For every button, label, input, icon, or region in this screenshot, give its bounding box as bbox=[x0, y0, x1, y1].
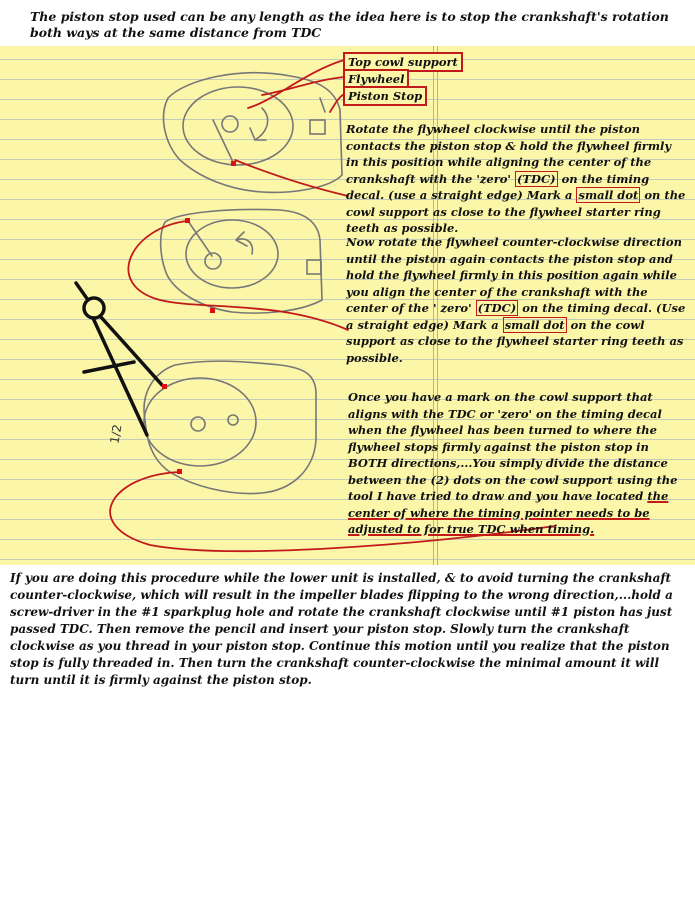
bottom-paragraph: If you are doing this procedure while the lower unit is installed, & to avoid turning the crankshaft counter-clockwise, which will result in the impeller blades flipping to the wrong direction,...hold a screw-driver in the #1 sparkplug hole and rotate the crankshaft clockwise until #1 piston has just passed TDC. Then remove the pencil and insert your piston stop. Slowly turn the crankshaft clockwise as you thread in your piston stop. Continue this motion until you realize that the piston stop is fully threaded in. Then turn the crankshaft counter-clockwise the minimal amount it will turn until it is firmly against the piston stop. bbox=[10, 571, 673, 687]
step-3-instructions: Once you have a mark on the cowl support that aligns with the TDC or 'zero' on the timing decal when the flywheel has been turned to where the flywheel stops firmly against the piston stop in BOTH directions,...You simply divide the distance between the (2) dots on the cowl support using the tool I have tried to draw and you have located the center of where the timing pointer needs to be adjusted to for true TDC when timing. bbox=[348, 390, 678, 536]
tdc-box: (TDC) bbox=[477, 301, 517, 315]
label-piston-stop: Piston Stop bbox=[343, 86, 427, 106]
label-flywheel: Flywheel bbox=[343, 69, 409, 89]
rotation-arrow-2 bbox=[236, 232, 252, 254]
crankshaft-center-1 bbox=[222, 116, 238, 132]
step-1-instructions: Rotate the flywheel clockwise until the piston contacts the piston stop & hold the flywheel firmly in this position while aligning the center of the crankshaft with the 'zero' (TDC) on the timing decal. (use a straight edge) Mark a small dot on the cowl support as close to the flywheel starter ring teeth as possible. bbox=[346, 122, 686, 235]
timing-pointer-note: the center of where the timing pointer needs to be adjusted to for true TDC when timing. bbox=[348, 489, 669, 536]
page-title: The piston stop used can be any length as the idea here is to stop the crankshaft's rotation both ways at the same distance from TDC bbox=[0, 0, 695, 46]
rotation-arrow-1 bbox=[250, 108, 268, 140]
step-2-instructions: Now rotate the flywheel counter-clockwise direction until the piston again contacts the piston stop and hold the flywheel firmly in this position again while you align the center of the crankshaft with the center of the ' zero' (TDC) on the timing decal. (Use a straight edge) Mark a small dot on the cowl support as close to the flywheel starter ring teeth as possible. bbox=[346, 235, 686, 365]
tdc-box: (TDC) bbox=[516, 171, 556, 186]
half-mark: 1/2 bbox=[107, 423, 125, 445]
cowl-support-outline-2 bbox=[161, 210, 322, 314]
red-dot bbox=[210, 308, 215, 313]
label-top-cowl-support: Top cowl support bbox=[343, 52, 463, 72]
red-dot bbox=[185, 218, 190, 223]
red-dot bbox=[177, 469, 182, 474]
red-dot bbox=[162, 384, 167, 389]
flywheel-sketch-2 bbox=[186, 220, 278, 288]
leader-top-cowl-support bbox=[248, 60, 344, 108]
cowl-support-outline-1 bbox=[164, 73, 342, 193]
divider-tool-drawing bbox=[76, 283, 162, 435]
crankshaft-center-2 bbox=[205, 253, 221, 269]
crankshaft-center-3 bbox=[191, 417, 205, 431]
small-dot-box: small dot bbox=[504, 317, 565, 332]
piston-stop-sketch-1 bbox=[310, 120, 325, 134]
small-dot-box: small dot bbox=[578, 188, 639, 202]
piston-stop-sketch-2 bbox=[307, 260, 321, 274]
red-dot bbox=[231, 161, 236, 166]
flywheel-sketch-3 bbox=[144, 378, 256, 466]
